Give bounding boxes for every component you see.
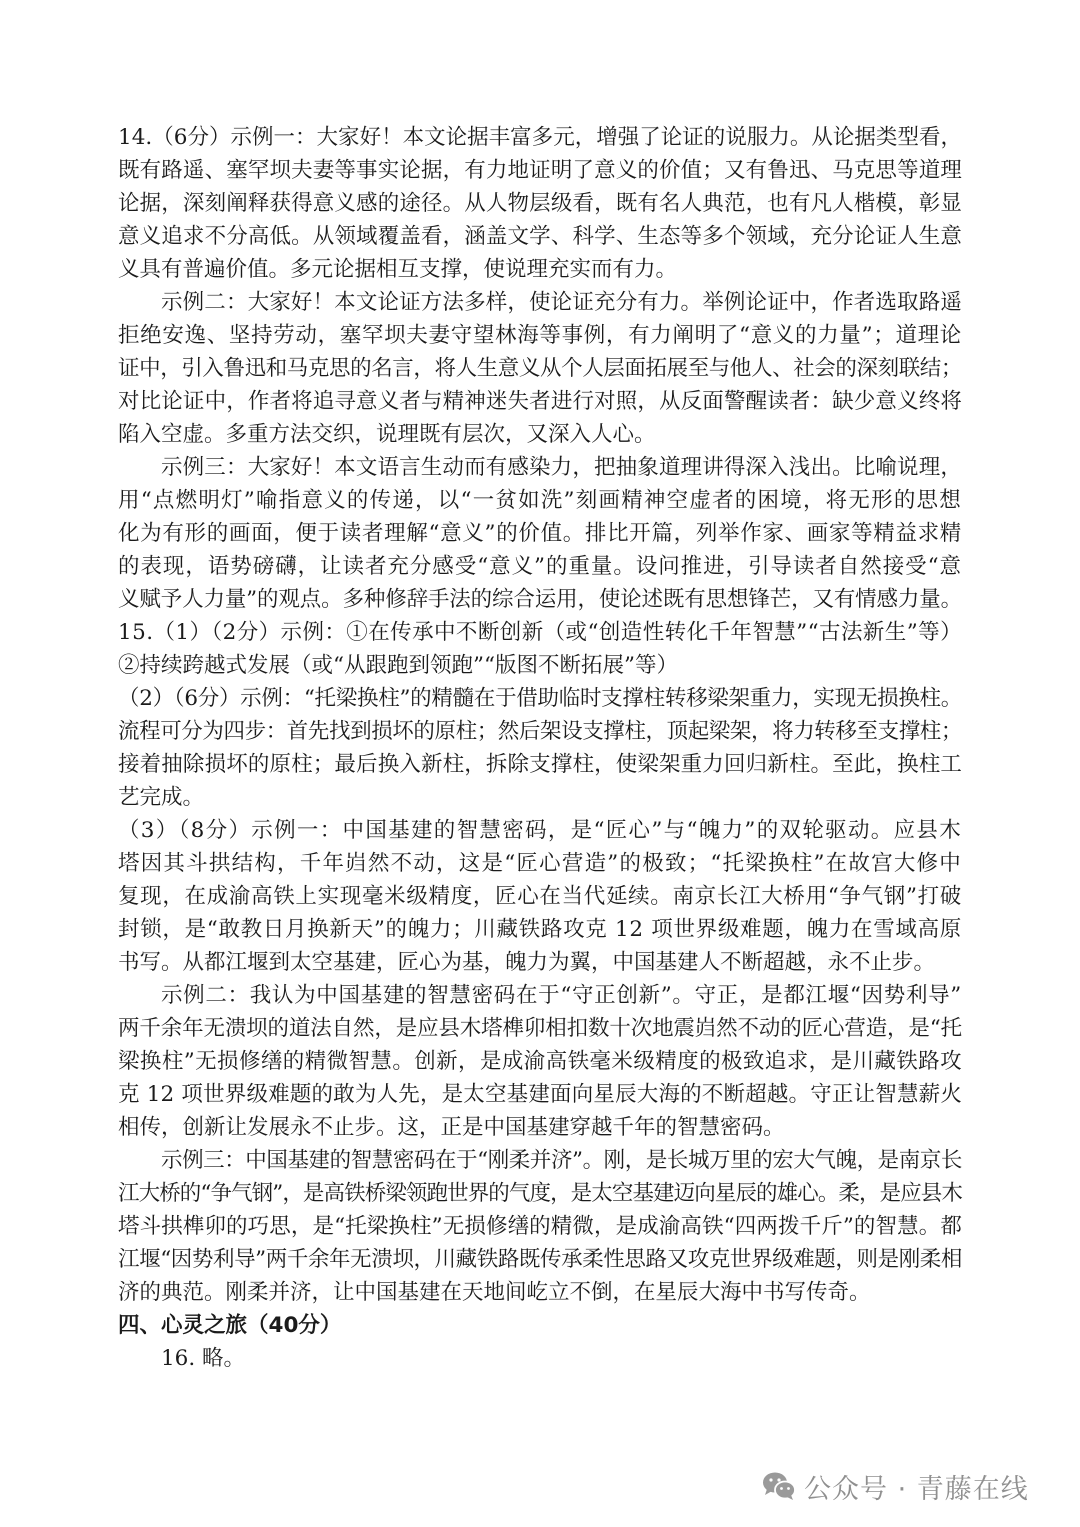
text-line-content: 济的典范。刚柔并济，让中国基建在天地间屹立不倒，在星辰大海中书写传奇。 bbox=[118, 1280, 871, 1305]
text-line-content: 江堰“因势利导”两千余年无溃坝，川藏铁路既传承柔性思路又攻克世界级难题，则是刚柔相 bbox=[118, 1247, 962, 1272]
paragraph bbox=[118, 682, 962, 814]
text-line bbox=[118, 550, 962, 583]
text-line bbox=[118, 187, 962, 220]
text-line bbox=[118, 583, 962, 616]
text-line bbox=[118, 517, 962, 550]
text-line-content: 两千余年无溃坝的道法自然，是应县木塔榫卯相扣数十次地震岿然不动的匠心营造，是“托 bbox=[118, 1016, 962, 1041]
text-line bbox=[118, 1144, 962, 1177]
paragraph bbox=[118, 814, 962, 979]
text-line bbox=[118, 1309, 962, 1342]
text-line bbox=[118, 451, 962, 484]
text-line bbox=[118, 715, 962, 748]
paragraph bbox=[118, 451, 962, 616]
text-line bbox=[118, 979, 962, 1012]
text-line-content: 的表现，语势磅礴，让读者充分感受“意义”的重量。设问推进，引导读者自然接受“意 bbox=[118, 554, 962, 579]
text-line bbox=[118, 781, 962, 814]
text-line-content: 示例二：我认为中国基建的智慧密码在于“守正创新”。守正，是都江堰“因势利导” bbox=[161, 983, 962, 1008]
text-line bbox=[118, 1276, 962, 1309]
text-line-content: 拒绝安逸、坚持劳动，塞罕坝夫妻守望林海等事例，有力阐明了“意义的力量”；道理论 bbox=[118, 323, 962, 348]
text-line-content: 既有路遥、塞罕坝夫妻等事实论据，有力地证明了意义的价值；又有鲁迅、马克思等道理 bbox=[118, 158, 962, 183]
text-line-content: ②持续跨越式发展（或“从跟跑到领跑”“版图不断拓展”等） bbox=[118, 653, 678, 678]
text-line bbox=[118, 352, 962, 385]
text-line-content: 对比论证中，作者将追寻意义者与精神迷失者进行对照，从反面警醒读者：缺少意义终将 bbox=[118, 389, 962, 414]
text-line-content: 克 12 项世界级难题的敢为人先，是太空基建面向星辰大海的不断超越。守正让智慧薪火 bbox=[118, 1082, 962, 1107]
text-line bbox=[118, 286, 962, 319]
text-line-content: 梁换柱”无损修缮的精微智慧。创新，是成渝高铁毫米级精度的极致追求，是川藏铁路攻 bbox=[118, 1049, 962, 1074]
text-line-content: 相传，创新让发展永不止步。这，正是中国基建穿越千年的智慧密码。 bbox=[118, 1115, 785, 1140]
text-line bbox=[118, 253, 962, 286]
text-line-content: 塔斗拱榫卯的巧思，是“托梁换柱”无损修缮的精微，是成渝高铁“四两拨千斤”的智慧。都 bbox=[118, 1214, 962, 1239]
paragraph bbox=[118, 979, 962, 1144]
text-line-content: 义赋予人力量”的观点。多种修辞手法的综合运用，使论述既有思想锋芒，又有情感力量。 bbox=[118, 587, 962, 612]
text-line-content: 意义追求不分高低。从领域覆盖看，涵盖文学、科学、生态等多个领域，充分论证人生意 bbox=[118, 224, 962, 249]
text-line bbox=[118, 385, 962, 418]
text-line bbox=[118, 154, 962, 187]
text-line bbox=[118, 220, 962, 253]
text-line bbox=[118, 418, 962, 451]
text-line bbox=[118, 649, 962, 682]
text-line-content: 14.（6分）示例一：大家好！本文论据丰富多元，增强了论证的说服力。从论据类型看， bbox=[118, 125, 962, 150]
text-line bbox=[118, 1078, 962, 1111]
text-line bbox=[118, 1210, 962, 1243]
text-line-content: 16. 略。 bbox=[161, 1346, 246, 1371]
wechat-icon bbox=[762, 1471, 796, 1501]
text-line-content: 艺完成。 bbox=[118, 785, 205, 810]
text-line bbox=[118, 1177, 962, 1210]
paragraph bbox=[118, 121, 962, 286]
text-line-content: 证中，引入鲁迅和马克思的名言，将人生意义从个人层面拓展至与他人、社会的深刻联结； bbox=[118, 356, 962, 381]
text-line bbox=[118, 1111, 962, 1144]
text-line bbox=[118, 880, 962, 913]
text-line-content: 四、心灵之旅（40分） bbox=[118, 1313, 342, 1338]
paragraph bbox=[118, 616, 962, 682]
text-line bbox=[118, 748, 962, 781]
text-line-content: 江大桥的“争气钢”，是高铁桥梁领跑世界的气度，是太空基建迈向星辰的雄心。柔，是应县木 bbox=[118, 1181, 962, 1206]
text-line-content: 论据，深刻阐释获得意义感的途径。从人物层级看，既有名人典范，也有凡人楷模，彰显 bbox=[118, 191, 962, 216]
paragraph bbox=[118, 1342, 962, 1375]
text-line-content: 用“点燃明灯”喻指意义的传递，以“一贫如洗”刻画精神空虚者的困境，将无形的思想 bbox=[118, 488, 962, 513]
text-line bbox=[118, 1045, 962, 1078]
text-line bbox=[118, 1342, 962, 1375]
text-line bbox=[118, 319, 962, 352]
text-line-content: 义具有普遍价值。多元论据相互支撑，使说理充实而有力。 bbox=[118, 257, 678, 282]
watermark bbox=[762, 1466, 1029, 1506]
answer-document bbox=[118, 121, 962, 1375]
text-line-content: 15.（1）（2分）示例：①在传承中不断创新（或“创造性转化千年智慧”“古法新生”等） bbox=[118, 620, 962, 645]
text-line-content: 陷入空虚。多重方法交织，说理既有层次，又深入人心。 bbox=[118, 422, 656, 447]
paragraph bbox=[118, 286, 962, 451]
text-line-content: 接着抽除损坏的原柱；最后换入新柱，拆除支撑柱，使梁架重力回归新柱。至此，换柱工 bbox=[118, 752, 962, 777]
text-line-content: 示例三：大家好！本文语言生动而有感染力，把抽象道理讲得深入浅出。比喻说理， bbox=[161, 455, 962, 480]
text-line-content: 书写。从都江堰到太空基建，匠心为基，魄力为翼，中国基建人不断超越，永不止步。 bbox=[118, 950, 936, 975]
text-line bbox=[118, 1012, 962, 1045]
text-line-content: 化为有形的画面，便于读者理解“意义”的价值。排比开篇，列举作家、画家等精益求精 bbox=[118, 521, 962, 546]
watermark-text: 公众号 · 青藤在线 bbox=[804, 1473, 1029, 1505]
text-line-content: 封锁，是“敢教日月换新天”的魄力；川藏铁路攻克 12 项世界级难题，魄力在雪域高原 bbox=[118, 917, 962, 942]
text-line-content: 流程可分为四步：首先找到损坏的原柱；然后架设支撑柱，顶起梁架，将力转移至支撑柱； bbox=[118, 719, 962, 744]
text-line-content: 示例三：中国基建的智慧密码在于“刚柔并济”。刚，是长城万里的宏大气魄，是南京长 bbox=[161, 1148, 962, 1173]
text-line bbox=[118, 847, 962, 880]
text-line bbox=[118, 913, 962, 946]
paragraph bbox=[118, 1144, 962, 1309]
text-line bbox=[118, 1243, 962, 1276]
text-line-content: （2）（6分）示例：“托梁换柱”的精髓在于借助临时支撑柱转移梁架重力，实现无损换柱。 bbox=[118, 686, 962, 711]
text-line bbox=[118, 682, 962, 715]
text-line-content: 塔因其斗拱结构，千年岿然不动，这是“匠心营造”的极致；“托梁换柱”在故宫大修中 bbox=[118, 851, 962, 876]
text-line bbox=[118, 814, 962, 847]
text-line bbox=[118, 121, 962, 154]
text-line bbox=[118, 946, 962, 979]
section-heading bbox=[118, 1309, 962, 1342]
text-line bbox=[118, 484, 962, 517]
text-line bbox=[118, 616, 962, 649]
text-line-content: （3）（8分）示例一：中国基建的智慧密码，是“匠心”与“魄力”的双轮驱动。应县木 bbox=[118, 818, 962, 843]
text-line-content: 示例二：大家好！本文论证方法多样，使论证充分有力。举例论证中，作者选取路遥 bbox=[161, 290, 962, 315]
text-line-content: 复现，在成渝高铁上实现毫米级精度，匠心在当代延续。南京长江大桥用“争气钢”打破 bbox=[118, 884, 962, 909]
